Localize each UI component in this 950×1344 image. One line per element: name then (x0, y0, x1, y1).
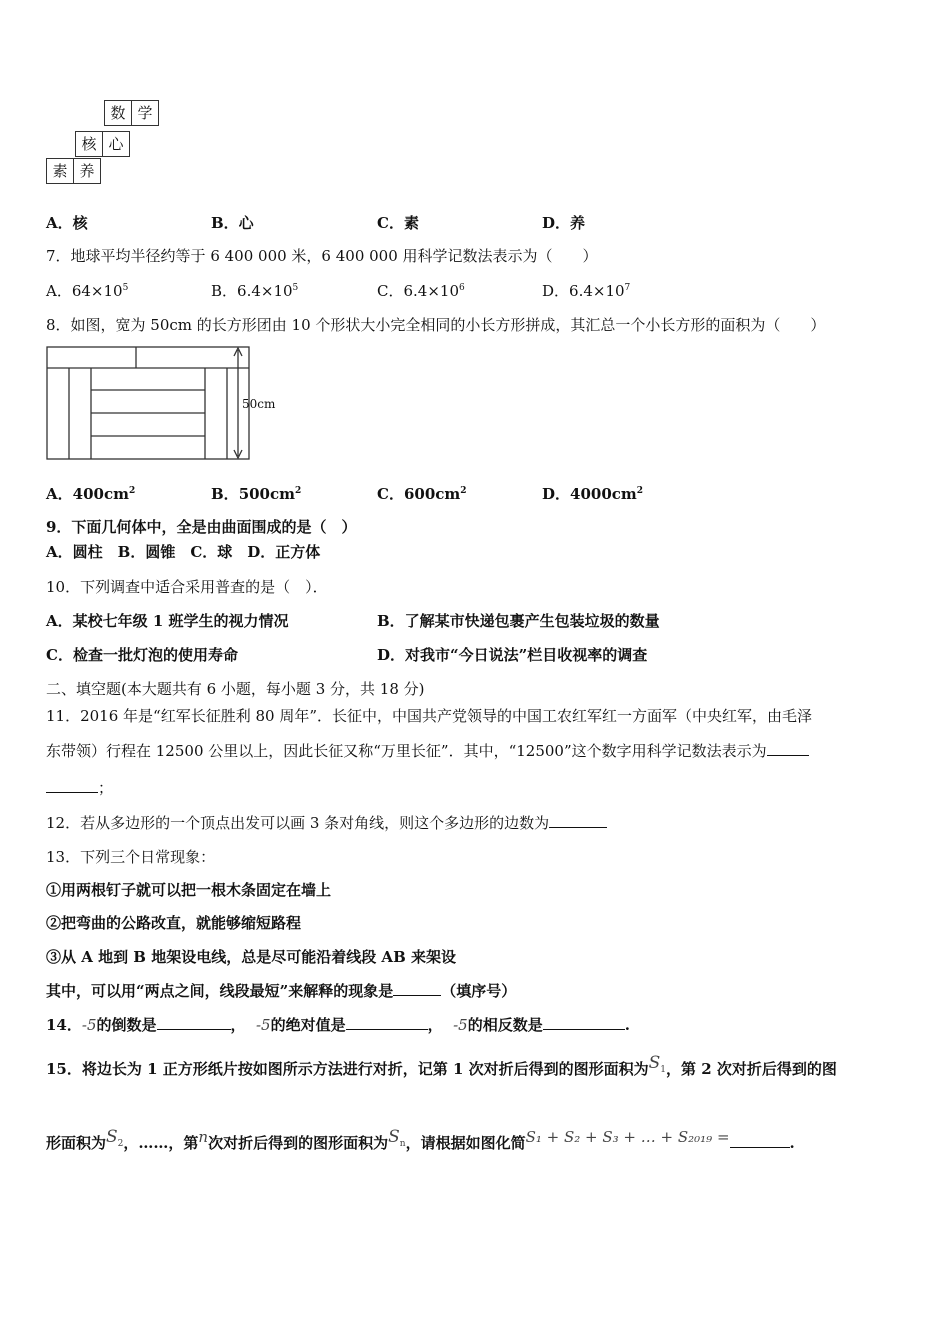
q8-option-d: D．$4000cm^2$ (542, 485, 644, 503)
q11-line3: ； (46, 777, 113, 798)
q10-option-c: C．检查一批灯泡的使用寿命 (46, 646, 238, 664)
q13-item-3: ③从 A 地到 B 地架设电线，总是尽可能沿着线段 AB 来架设 (46, 948, 456, 966)
q7-option-a: A．$64\times 10^5$ (46, 282, 129, 300)
q11-line1: 11．2016 年是“红军长征胜利 80 周年”．长征中，中国共产党领导的中国工农红军红一方面军（中央红军，由毛泽 (46, 707, 812, 725)
cube-cell: 素 (46, 158, 74, 184)
answer-blank[interactable] (346, 1015, 428, 1030)
q13-stem: 13．下列三个日常现象： (46, 848, 216, 866)
q6-option-a: A．核 (46, 214, 88, 232)
answer-blank[interactable] (46, 778, 98, 793)
q8-width-label: 50cm (242, 397, 276, 411)
cube-cell: 数 (104, 100, 132, 126)
answer-blank[interactable] (393, 981, 441, 996)
q10-option-a: A．某校七年级 1 班学生的视力情况 (46, 612, 289, 630)
q7-option-c: C．$6.4\times 10^6$ (377, 282, 465, 300)
q10-stem: 10．下列调查中适合采用普查的是（ ）． (46, 578, 328, 596)
q13-tail: 其中，可以用“两点之间，线段最短”来解释的现象是 （填序号） (46, 982, 517, 1000)
q6-option-c: C．素 (377, 214, 419, 232)
answer-blank[interactable] (767, 741, 809, 756)
q15-line2: 形面积为$S_2$，……，第n次对折后得到的图形面积为$S_n$，请根据如图化简S₁ + S₂ + S₃ + … + S₂₀₁₉ = . (46, 1127, 795, 1152)
cube-cell: 学 (131, 100, 159, 126)
q12: 12．若从多边形的一个顶点出发可以画 3 条对角线，则这个多边形的边数为 (46, 812, 607, 833)
cube-cell: 心 (102, 131, 130, 157)
q13-item-1: ①用两根钉子就可以把一根木条固定在墙上 (46, 881, 332, 899)
q8-stem: 8．如图，宽为 50cm 的长方形团由 10 个形状大小完全相同的小长方形拼成，其汇总一个小长方形的面积为（ ） (46, 316, 826, 334)
q6-option-b: B．心 (211, 214, 254, 232)
q7-option-b: B．$6.4\times 10^5$ (211, 282, 299, 300)
q15-line1: 15．将边长为 1 正方形纸片按如图所示方法进行对折，记第 1 次对折后得到的图形面积为$S_1$，第 2 次对折后得到的图 (46, 1053, 837, 1078)
answer-blank[interactable] (543, 1015, 625, 1030)
sum-expression: S₁ + S₂ + S₃ + … + S₂₀₁₉ = (525, 1128, 730, 1146)
q6-option-d: D．养 (542, 214, 586, 232)
q9-options: A．圆柱 B．圆锥 C．球 D．正方体 (46, 543, 321, 561)
symbol-s2: $S_2$ (106, 1127, 124, 1149)
q7-option-d: D．$6.4\times 10^7$ (542, 282, 631, 300)
cube-cell: 核 (75, 131, 103, 157)
cube-cell: 养 (73, 158, 101, 184)
q8-option-a: A．$400cm^2$ (46, 485, 136, 503)
answer-blank[interactable] (549, 813, 607, 828)
q8-option-c: C．$600cm^2$ (377, 485, 467, 503)
symbol-s1: $S_1$ (648, 1053, 667, 1075)
q10-option-b: B．了解某市快递包裹产生包装垃圾的数量 (377, 612, 660, 630)
q8-option-b: B．$500cm^2$ (211, 485, 302, 503)
q11-line2: 东带领）行程在 12500 公里以上，因此长征又称“万里长征”．其中，“12500”这个数字用科学记数法表示为 (46, 740, 809, 761)
answer-blank[interactable] (730, 1133, 790, 1148)
q9-stem: 9．下面几何体中，全是由曲面围成的是（ ） (46, 518, 357, 536)
section-heading: 二、填空题(本大题共有 6 小题，每小题 3 分，共 18 分) (46, 680, 425, 698)
symbol-sn: $S_n$ (388, 1127, 406, 1149)
q7-stem: 7．地球平均半径约等于 6 400 000 米，6 400 000 用科学记数法表示为（ ） (46, 247, 598, 265)
q14: 14．-5的倒数是 ， -5的绝对值是 ， -5的相反数是 . (46, 1016, 630, 1034)
q13-item-2: ②把弯曲的公路改直，就能够缩短路程 (46, 914, 302, 932)
q10-option-d: D．对我市“今日说法”栏目收视率的调查 (377, 646, 648, 664)
answer-blank[interactable] (157, 1015, 231, 1030)
